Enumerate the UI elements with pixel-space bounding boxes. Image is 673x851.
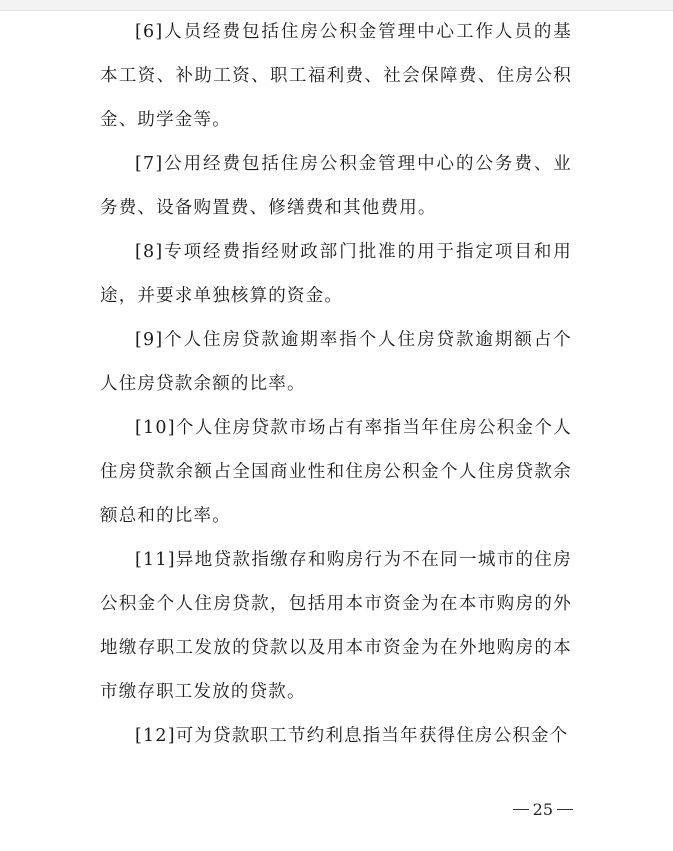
footnote-paragraph-7: [7]公用经费包括住房公积金管理中心的公务费、业务费、设备购置费、修缮费和其他费用。 bbox=[100, 154, 572, 218]
footnote-paragraph-9: [9]个人住房贷款逾期率指个人住房贷款逾期额占个人住房贷款余额的比率。 bbox=[100, 330, 572, 394]
footnote-paragraph-6: [6]人员经费包括住房公积金管理中心工作人员的基本工资、补助工资、职工福利费、社会保障费、住房公积金、助学金等。 bbox=[100, 22, 572, 130]
footer-dash-left bbox=[513, 809, 529, 810]
page-footer bbox=[513, 800, 573, 819]
footnote-paragraph-12: [12]可为贷款职工节约利息指当年获得住房公积金个 bbox=[135, 726, 569, 746]
footnote-paragraph-10: [10]个人住房贷款市场占有率指当年住房公积金个人住房贷款余额占全国商业性和住房公积金个人住房贷款余额总和的比率。 bbox=[100, 418, 572, 526]
footer-dash-right bbox=[557, 809, 573, 810]
page-number: 25 bbox=[532, 800, 553, 819]
document-body bbox=[100, 10, 572, 758]
footnote-paragraph-8: [8]专项经费指经财政部门批准的用于指定项目和用途，并要求单独核算的资金。 bbox=[100, 242, 572, 306]
footnote-paragraph-11: [11]异地贷款指缴存和购房行为不在同一城市的住房公积金个人住房贷款，包括用本市资金为在本市购房的外地缴存职工发放的贷款以及用本市资金为在外地购房的本市缴存职工发放的贷款。 bbox=[100, 550, 572, 702]
